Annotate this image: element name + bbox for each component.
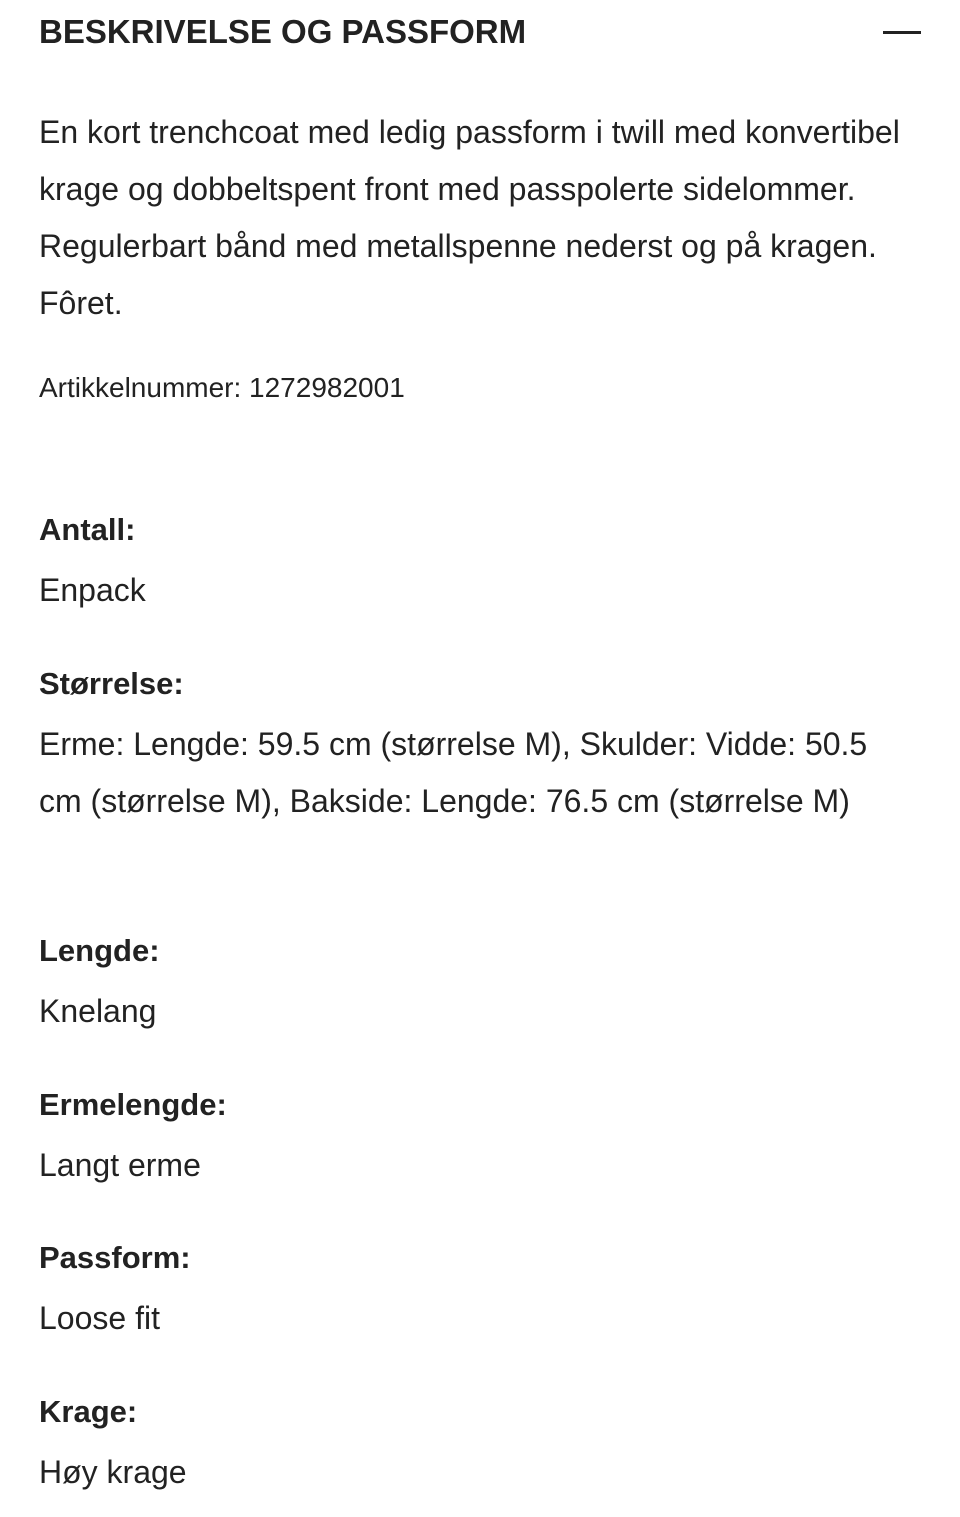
attribute-length xyxy=(39,929,909,1040)
article-number: Artikkelnummer: 1272982001 xyxy=(39,372,405,403)
attribute-label: Krage: xyxy=(39,1394,138,1429)
attribute-value: Langt erme xyxy=(39,1147,201,1183)
attribute-size xyxy=(39,662,909,830)
attribute-label: Ermelengde: xyxy=(39,1087,227,1122)
attribute-value: Erme: Lengde: 59.5 cm (størrelse M), Skulder: Vidde: 50.5 cm (størrelse M), Bakside: Lengde: 76.5 cm (størrelse M) xyxy=(39,726,868,819)
minus-icon[interactable] xyxy=(881,12,921,52)
attribute-value: Enpack xyxy=(39,572,146,608)
attribute-value: Loose fit xyxy=(39,1300,160,1336)
attribute-sleeve-length xyxy=(39,1083,909,1194)
attribute-value: Høy krage xyxy=(39,1454,187,1490)
attribute-label: Lengde: xyxy=(39,933,160,968)
attribute-label: Antall: xyxy=(39,512,136,547)
attribute-collar xyxy=(39,1390,909,1501)
product-description: En kort trenchcoat med ledig passform i twill med konvertibel krage og dobbeltspent front med passpolerte sidelommer. Regulerbart bånd med metallspenne nederst og på kragen. Fôret. xyxy=(39,114,900,321)
attribute-label: Passform: xyxy=(39,1240,191,1275)
attribute-fit xyxy=(39,1236,909,1347)
section-title: BESKRIVELSE OG PASSFORM xyxy=(39,13,527,50)
attribute-value: Knelang xyxy=(39,993,157,1029)
attribute-quantity xyxy=(39,508,909,619)
accordion-header[interactable] xyxy=(39,8,921,56)
attribute-label: Størrelse: xyxy=(39,666,184,701)
